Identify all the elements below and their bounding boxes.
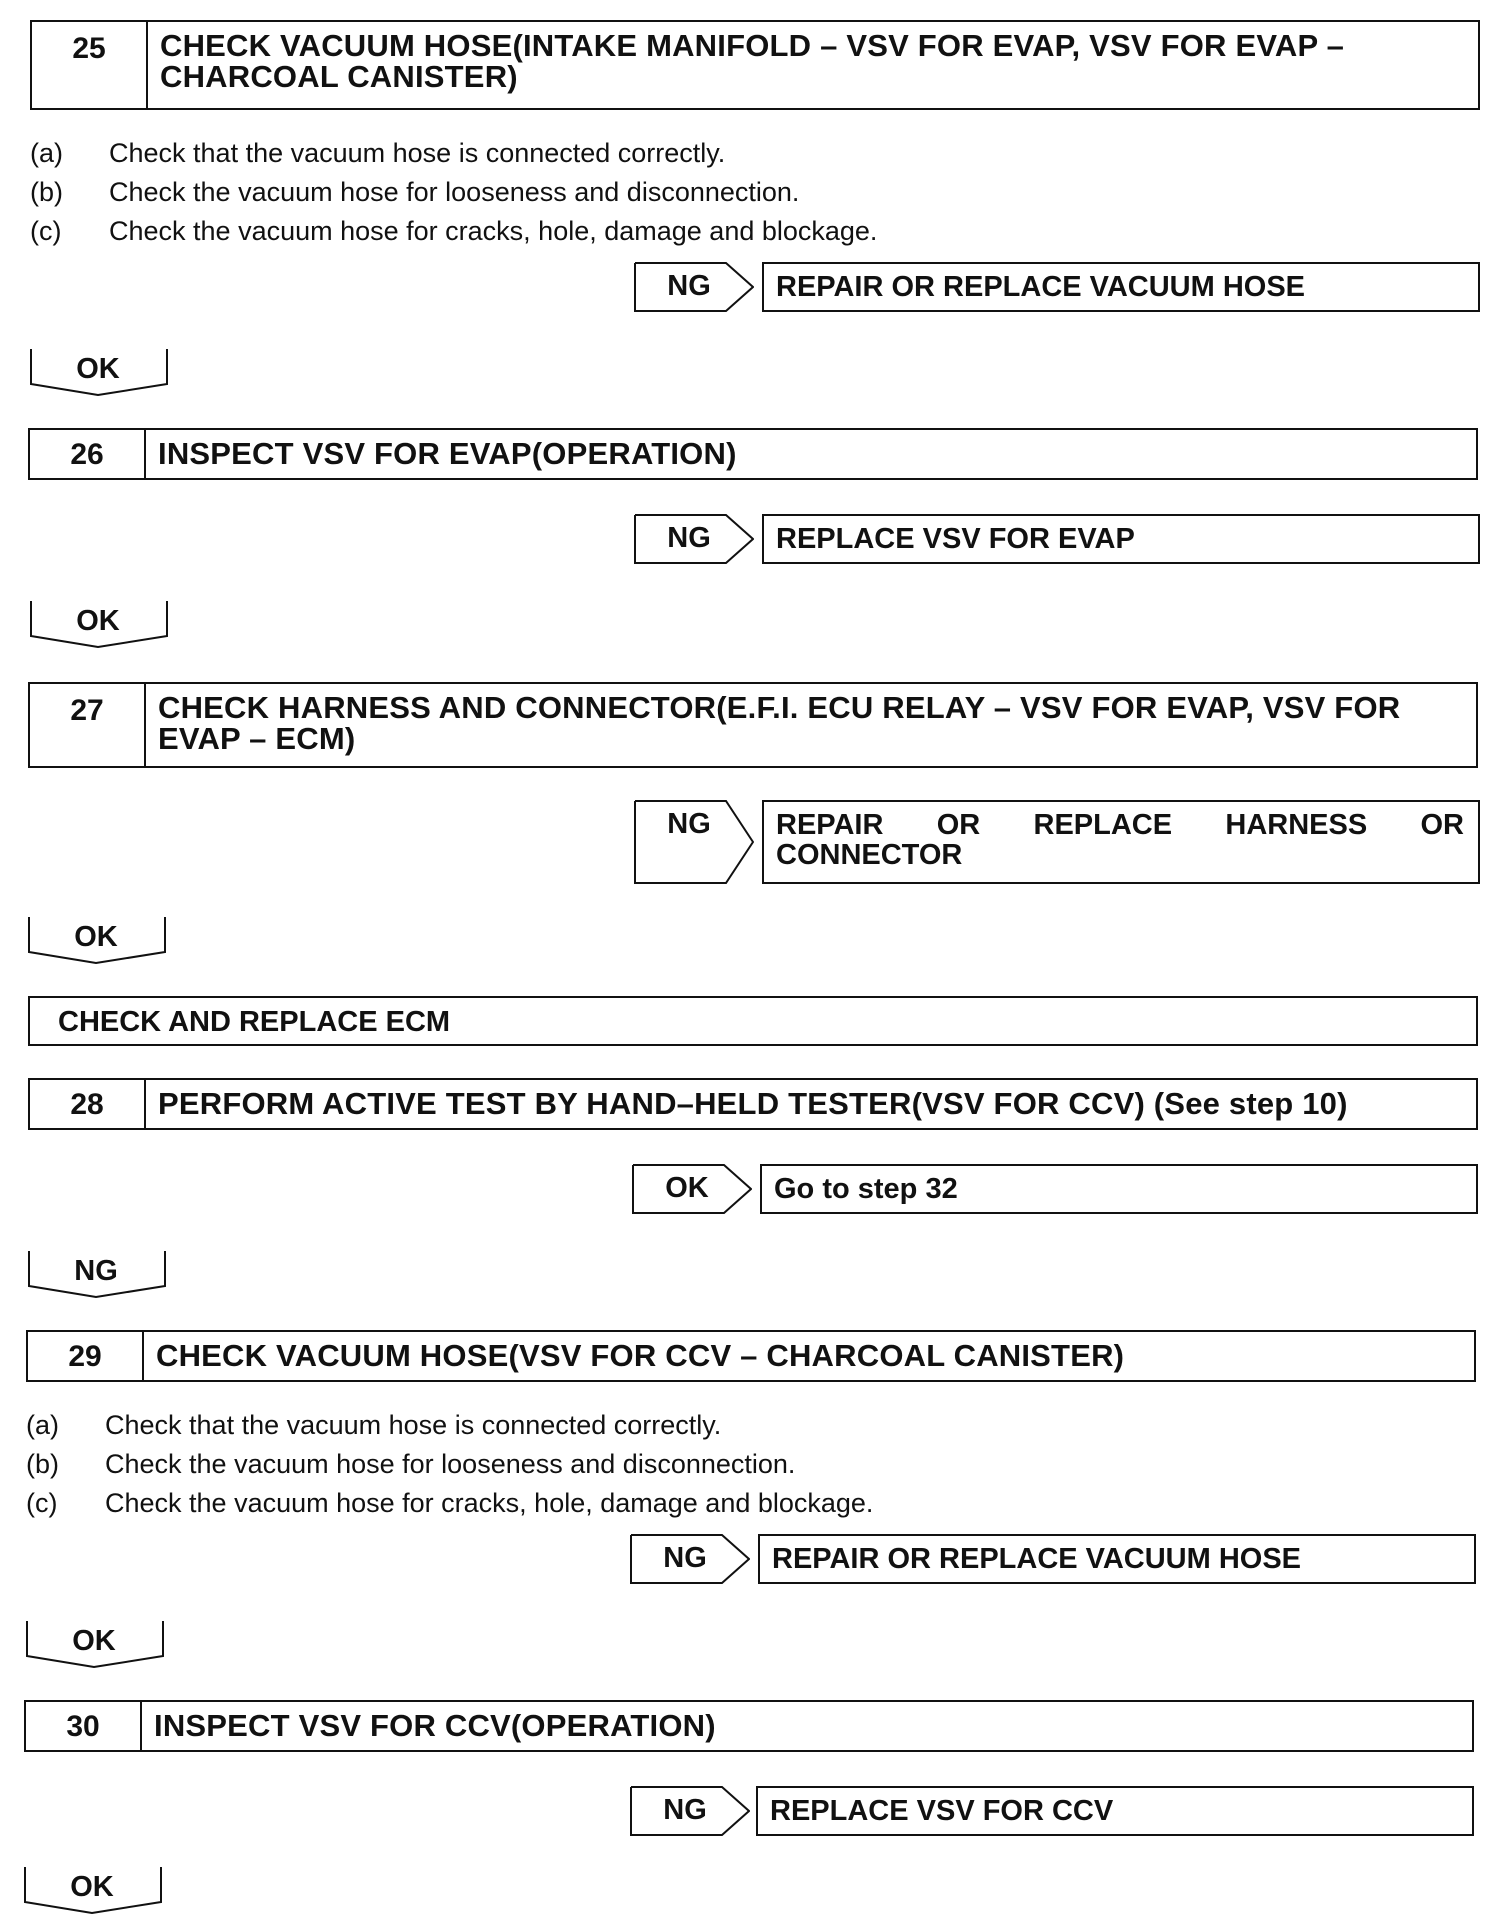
substep-label: (a) [30, 138, 63, 168]
step-25-header [30, 20, 1480, 110]
branch-28-result: Go to step 32 [760, 1164, 1478, 1214]
branch-27-result: REPAIR OR REPLACE HARNESS OR CONNECTOR [762, 800, 1480, 884]
substep-text: Check the vacuum hose for cracks, hole, damage and blockage. [105, 1488, 874, 1518]
step-title: INSPECT VSV FOR EVAP(OPERATION) [158, 436, 737, 471]
step-26-header [28, 428, 1478, 480]
substep-label: (c) [26, 1488, 58, 1518]
step-number: 26 [30, 430, 146, 478]
branch-label: NG [667, 808, 711, 840]
check-replace-ecm-box: CHECK AND REPLACE ECM [28, 996, 1478, 1046]
step-title: CHECK VACUUM HOSE(INTAKE MANIFOLD – VSV FOR EVAP, VSV FOR EVAP – CHARCOAL CANISTER) [160, 28, 1345, 94]
branch-label: NG [663, 1794, 707, 1826]
substep-label: (c) [30, 216, 62, 246]
substep-text: Check the vacuum hose for looseness and disconnection. [105, 1449, 796, 1479]
down-tab-label: OK [76, 353, 120, 385]
branch-26-result: REPLACE VSV FOR EVAP [762, 514, 1480, 564]
step-title: CHECK HARNESS AND CONNECTOR(E.F.I. ECU RELAY – VSV FOR EVAP, VSV FOR EVAP – ECM) [158, 690, 1401, 756]
substep-25-a [30, 138, 1430, 168]
down-tab-28-ng [28, 1250, 166, 1298]
branch-30-ng-arrow [630, 1786, 750, 1836]
down-tab-label: NG [74, 1255, 118, 1287]
branch-label: NG [667, 270, 711, 302]
substep-text: Check the vacuum hose for looseness and disconnection. [109, 177, 800, 207]
branch-27-ng-arrow [634, 800, 754, 884]
substep-text: Check that the vacuum hose is connected correctly. [109, 138, 726, 168]
step-28-header [28, 1078, 1478, 1130]
down-tab-label: OK [74, 921, 118, 953]
step-27-header [28, 682, 1478, 768]
substep-29-b [26, 1449, 1426, 1479]
branch-29-ng-arrow [630, 1534, 750, 1584]
branch-25-ng-arrow [634, 262, 754, 312]
down-tab-label: OK [76, 605, 120, 637]
branch-29-result: REPAIR OR REPLACE VACUUM HOSE [758, 1534, 1476, 1584]
branch-25-result: REPAIR OR REPLACE VACUUM HOSE [762, 262, 1480, 312]
substep-label: (a) [26, 1410, 59, 1440]
substep-text: Check that the vacuum hose is connected correctly. [105, 1410, 722, 1440]
step-title: PERFORM ACTIVE TEST BY HAND–HELD TESTER(VSV FOR CCV) (See step 10) [158, 1086, 1348, 1121]
down-tab-label: OK [70, 1871, 114, 1903]
down-tab-26-ok [30, 600, 168, 648]
step-29-header [26, 1330, 1476, 1382]
substep-29-a [26, 1410, 1426, 1440]
down-tab-25-ok [30, 348, 168, 396]
branch-label: NG [667, 522, 711, 554]
branch-label: NG [663, 1542, 707, 1574]
branch-label: OK [665, 1172, 709, 1204]
down-tab-label: OK [72, 1625, 116, 1657]
step-number: 29 [28, 1332, 144, 1380]
branch-26-ng-arrow [634, 514, 754, 564]
down-tab-29-ok [26, 1620, 164, 1668]
down-tab-27-ok [28, 916, 166, 964]
step-number: 28 [30, 1080, 146, 1128]
step-title: CHECK VACUUM HOSE(VSV FOR CCV – CHARCOAL CANISTER) [156, 1338, 1125, 1373]
substep-text: Check the vacuum hose for cracks, hole, damage and blockage. [109, 216, 878, 246]
substep-label: (b) [30, 177, 63, 207]
substep-29-c [26, 1488, 1426, 1518]
step-number: 27 [30, 684, 146, 766]
substep-label: (b) [26, 1449, 59, 1479]
step-30-header [24, 1700, 1474, 1752]
step-title: INSPECT VSV FOR CCV(OPERATION) [154, 1708, 716, 1743]
substep-25-b [30, 177, 1430, 207]
down-tab-30-ok [24, 1866, 162, 1914]
step-number: 25 [32, 22, 148, 108]
step-number: 30 [26, 1702, 142, 1750]
branch-28-ok-arrow [632, 1164, 752, 1214]
branch-30-result: REPLACE VSV FOR CCV [756, 1786, 1474, 1836]
substep-25-c [30, 216, 1430, 246]
